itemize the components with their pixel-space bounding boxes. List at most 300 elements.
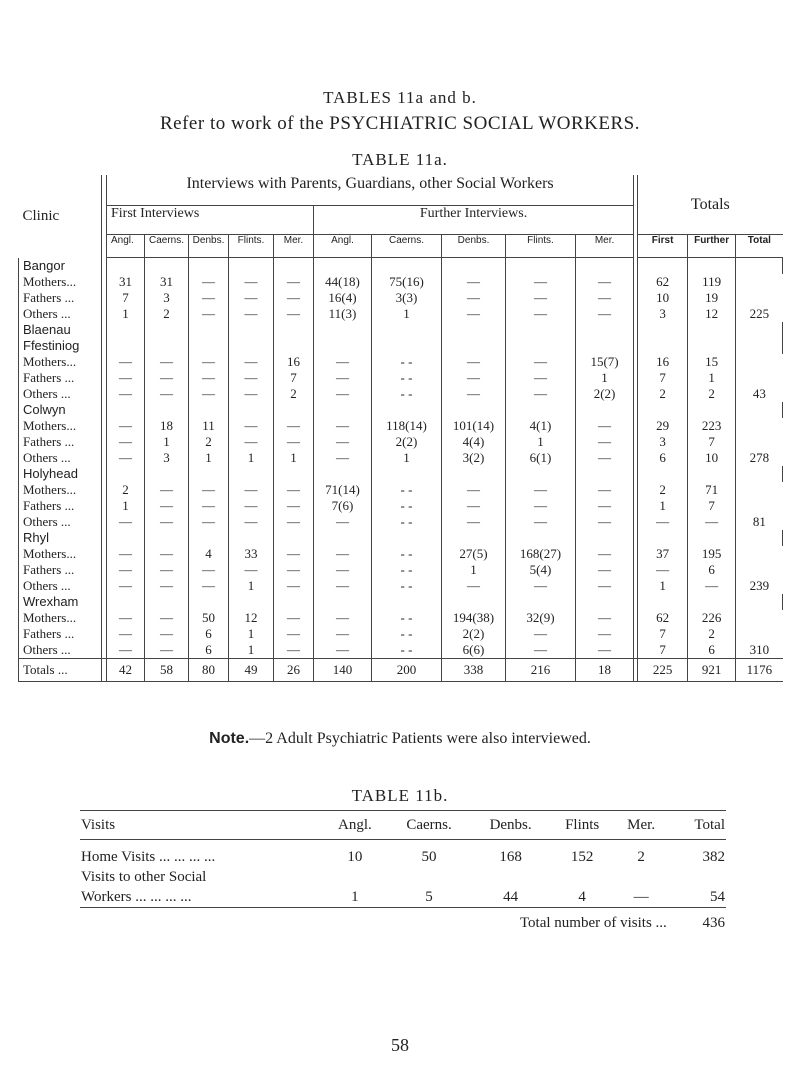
empty-cell <box>576 322 634 338</box>
table-row <box>19 418 783 434</box>
totals-cell: 921 <box>688 658 736 681</box>
table-cell: 32(9) <box>506 610 576 626</box>
table-row <box>19 642 783 659</box>
table-cell: 11(3) <box>314 306 372 322</box>
table-cell: — <box>145 514 189 530</box>
table-cell: — <box>145 578 189 594</box>
table-cell: — <box>314 434 372 450</box>
clinic-name-row <box>19 402 783 418</box>
table-cell: — <box>189 386 229 402</box>
empty-cell <box>229 322 274 338</box>
table-cell: 118(14) <box>372 418 442 434</box>
table-cell: — <box>506 498 576 514</box>
totals-col-header: Further <box>688 235 736 258</box>
table-cell: - - <box>372 626 442 642</box>
table-cell: - - <box>372 514 442 530</box>
clinic-total: 310 <box>736 642 783 659</box>
empty-cell <box>229 594 274 610</box>
table-cell: — <box>274 306 314 322</box>
empty-cell <box>442 402 506 418</box>
table-cell: — <box>506 274 576 290</box>
table-cell: 44(18) <box>314 274 372 290</box>
table-cell: 16 <box>274 354 314 370</box>
table-cell: — <box>314 418 372 434</box>
table-row <box>19 562 783 578</box>
table-row <box>19 498 783 514</box>
empty-cell <box>145 594 189 610</box>
table-cell: — <box>107 514 145 530</box>
empty-cell <box>736 610 783 626</box>
clinic-name-row <box>19 530 783 546</box>
row-label: Others ... <box>19 450 102 466</box>
table-cell: — <box>314 578 372 594</box>
table-cell: — <box>576 274 634 290</box>
table-cell: — <box>442 274 506 290</box>
table-cell: - - <box>372 354 442 370</box>
empty-cell <box>688 338 736 354</box>
table-cell: 19 <box>688 290 736 306</box>
further-col-header: Mer. <box>576 235 634 258</box>
empty-cell <box>736 370 783 386</box>
clinic-header: Clinic <box>22 207 60 224</box>
totals-header: Totals <box>638 175 783 235</box>
table-cell: 1 <box>372 450 442 466</box>
totals-cell: 200 <box>372 658 442 681</box>
table-cell: — <box>145 482 189 498</box>
table-cell: 1 <box>506 434 576 450</box>
visits-cell: 5 <box>425 888 433 905</box>
table-cell: 62 <box>638 610 688 626</box>
table-cell: — <box>314 626 372 642</box>
table-cell: — <box>274 274 314 290</box>
empty-cell <box>506 322 576 338</box>
table-cell: — <box>189 514 229 530</box>
table-cell: - - <box>372 498 442 514</box>
table-cell: — <box>274 498 314 514</box>
empty-cell <box>736 546 783 562</box>
empty-cell <box>736 482 783 498</box>
table-cell: — <box>229 498 274 514</box>
table-cell: 2(2) <box>372 434 442 450</box>
subheading: Refer to work of the PSYCHIATRIC SOCIAL WORKERS. <box>160 113 640 134</box>
table-cell: 1 <box>638 578 688 594</box>
table-row <box>19 514 783 530</box>
first-col-header: Angl. <box>107 235 145 258</box>
table-cell: 1 <box>189 450 229 466</box>
empty-cell <box>372 530 442 546</box>
first-col-header: Denbs. <box>189 235 229 258</box>
table-cell: — <box>576 498 634 514</box>
empty-cell <box>314 322 372 338</box>
table-cell: 4(4) <box>442 434 506 450</box>
empty-cell <box>506 466 576 482</box>
empty-cell <box>107 338 145 354</box>
table-cell: 2 <box>145 306 189 322</box>
table-cell: — <box>442 498 506 514</box>
empty-cell <box>314 338 372 354</box>
table-cell: 4(1) <box>506 418 576 434</box>
empty-cell <box>274 594 314 610</box>
table-cell: 10 <box>688 450 736 466</box>
table-cell: 15 <box>688 354 736 370</box>
totals-cell: 140 <box>314 658 372 681</box>
table-cell: 31 <box>107 274 145 290</box>
table-cell: 6 <box>688 642 736 659</box>
table-cell: — <box>506 370 576 386</box>
visits-cell: 2 <box>637 848 645 865</box>
empty-cell <box>506 402 576 418</box>
table-cell: — <box>576 434 634 450</box>
table-cell: - - <box>372 482 442 498</box>
table-row <box>19 626 783 642</box>
table-cell: — <box>274 418 314 434</box>
table-cell: — <box>274 514 314 530</box>
clinic-name-row <box>19 322 783 338</box>
table-cell: — <box>314 354 372 370</box>
empty-cell <box>638 466 688 482</box>
table-cell: — <box>442 290 506 306</box>
table-cell: — <box>107 450 145 466</box>
empty-cell <box>314 402 372 418</box>
table-cell: 7 <box>274 370 314 386</box>
empty-cell <box>736 258 783 274</box>
table-row <box>19 274 783 290</box>
table-row <box>19 354 783 370</box>
table-cell: — <box>145 642 189 659</box>
visits-col-header: Caerns. <box>387 811 472 840</box>
note-text: —2 Adult Psychiatric Patients were also interviewed. <box>249 730 591 747</box>
table-cell: — <box>638 562 688 578</box>
table-cell: 3(2) <box>442 450 506 466</box>
visits-cell: — <box>633 888 649 905</box>
empty-cell <box>506 338 576 354</box>
table-cell: 50 <box>189 610 229 626</box>
table-cell: 16(4) <box>314 290 372 306</box>
table-cell: — <box>229 290 274 306</box>
first-interviews-header: First Interviews <box>107 206 314 235</box>
table-cell: 7 <box>638 370 688 386</box>
empty-cell <box>229 402 274 418</box>
table-cell: — <box>688 514 736 530</box>
table-cell: 2 <box>189 434 229 450</box>
empty-cell <box>688 402 736 418</box>
table-cell: — <box>189 562 229 578</box>
empty-cell <box>442 594 506 610</box>
table-cell: 11 <box>189 418 229 434</box>
table-cell: 7 <box>638 626 688 642</box>
table-cell: 6 <box>189 626 229 642</box>
table-row <box>19 434 783 450</box>
table-cell: 7 <box>638 642 688 659</box>
visits-label: Visits to other Social <box>81 868 207 885</box>
clinic-name: Colwyn <box>19 402 102 418</box>
table-cell: 2 <box>638 386 688 402</box>
empty-cell <box>576 530 634 546</box>
empty-cell <box>274 466 314 482</box>
table-cell: 226 <box>688 610 736 626</box>
table-cell: — <box>442 482 506 498</box>
totals-cell: 42 <box>107 658 145 681</box>
empty-cell <box>736 354 783 370</box>
visits-row <box>80 840 726 868</box>
empty-cell <box>274 402 314 418</box>
table-cell: — <box>107 610 145 626</box>
table-cell: 71 <box>688 482 736 498</box>
table-cell: — <box>189 290 229 306</box>
table-row <box>19 370 783 386</box>
empty-cell <box>688 594 736 610</box>
clinic-name-row <box>19 466 783 482</box>
table-cell: — <box>506 482 576 498</box>
empty-cell <box>576 338 634 354</box>
table-cell: — <box>576 290 634 306</box>
visits-cell: 1 <box>351 888 359 905</box>
visits-total-label: Total number of visits ... <box>80 908 668 934</box>
table-cell: — <box>145 498 189 514</box>
visits-col-header: Total <box>668 811 726 840</box>
table-cell: — <box>274 562 314 578</box>
table-cell: — <box>314 546 372 562</box>
table-cell: — <box>229 370 274 386</box>
table-cell: — <box>638 514 688 530</box>
table-cell: — <box>274 578 314 594</box>
empty-cell <box>189 466 229 482</box>
empty-cell <box>638 594 688 610</box>
table-b-title: TABLE 11b. <box>351 786 449 805</box>
clinic-total: 239 <box>736 578 783 594</box>
clinic-name: Wrexham <box>19 594 102 610</box>
table-cell: 75(16) <box>372 274 442 290</box>
empty-cell <box>736 434 783 450</box>
empty-cell <box>736 274 783 290</box>
table-cell: — <box>107 434 145 450</box>
table-cell: — <box>576 626 634 642</box>
table-cell: — <box>145 386 189 402</box>
empty-cell <box>372 402 442 418</box>
table-cell: — <box>274 482 314 498</box>
table-cell: — <box>442 306 506 322</box>
clinic-total: 81 <box>736 514 783 530</box>
table-cell: 195 <box>688 546 736 562</box>
table-11b <box>80 810 726 933</box>
further-col-header: Flints. <box>506 235 576 258</box>
table-cell: — <box>229 562 274 578</box>
table-cell: — <box>107 418 145 434</box>
table-cell: — <box>442 386 506 402</box>
visits-total-row <box>80 908 726 934</box>
row-label: Fathers ... <box>19 626 102 642</box>
table-cell: - - <box>372 546 442 562</box>
table-cell: 7(6) <box>314 498 372 514</box>
table-cell: 6(6) <box>442 642 506 659</box>
empty-cell <box>506 594 576 610</box>
empty-cell <box>688 466 736 482</box>
empty-cell <box>107 402 145 418</box>
clinic-name-row <box>19 258 783 274</box>
table-cell: 3 <box>145 450 189 466</box>
visits-col-header: Denbs. <box>471 811 550 840</box>
table-cell: — <box>145 370 189 386</box>
table-cell: - - <box>372 370 442 386</box>
table-cell: 6 <box>638 450 688 466</box>
table-row <box>19 546 783 562</box>
table-cell: 7 <box>107 290 145 306</box>
table-cell: — <box>189 274 229 290</box>
table-cell: — <box>506 642 576 659</box>
visits-col-header: Visits <box>80 811 323 840</box>
table-row <box>19 610 783 626</box>
clinic-name: Ffestiniog <box>19 338 102 354</box>
empty-cell <box>314 466 372 482</box>
empty-cell <box>576 466 634 482</box>
totals-cell: 49 <box>229 658 274 681</box>
table-cell: - - <box>372 562 442 578</box>
table-row <box>19 482 783 498</box>
row-label: Mothers... <box>19 482 102 498</box>
empty-cell <box>229 258 274 274</box>
empty-cell <box>107 594 145 610</box>
empty-cell <box>372 594 442 610</box>
table-cell: — <box>442 514 506 530</box>
table-cell: 16 <box>638 354 688 370</box>
visits-col-header: Flints <box>550 811 615 840</box>
empty-cell <box>274 258 314 274</box>
table-cell: — <box>107 642 145 659</box>
table-cell: — <box>506 626 576 642</box>
table-cell: 15(7) <box>576 354 634 370</box>
clinic-total: 278 <box>736 450 783 466</box>
empty-cell <box>229 530 274 546</box>
table-cell: 5(4) <box>506 562 576 578</box>
row-label: Fathers ... <box>19 434 102 450</box>
clinic-total: 225 <box>736 306 783 322</box>
table-cell: — <box>506 354 576 370</box>
heading: TABLES 11a and b. <box>323 88 477 107</box>
table-cell: 33 <box>229 546 274 562</box>
visits-cell: 382 <box>702 848 725 865</box>
table-cell: — <box>189 306 229 322</box>
table-cell: 18 <box>145 418 189 434</box>
empty-cell <box>688 258 736 274</box>
table-cell: 101(14) <box>442 418 506 434</box>
table-cell: 3 <box>638 306 688 322</box>
table-cell: — <box>576 610 634 626</box>
table-cell: 2(2) <box>576 386 634 402</box>
empty-cell <box>145 338 189 354</box>
table-cell: — <box>229 434 274 450</box>
table-cell: 4 <box>189 546 229 562</box>
totals-cell: 225 <box>638 658 688 681</box>
empty-cell <box>323 867 387 887</box>
empty-cell <box>189 258 229 274</box>
table-cell: — <box>576 546 634 562</box>
empty-cell <box>471 867 550 887</box>
table-cell: 10 <box>638 290 688 306</box>
interviews-header: Interviews with Parents, Guardians, other Social Workers <box>107 175 634 206</box>
table-cell: 1 <box>372 306 442 322</box>
table-cell: — <box>576 562 634 578</box>
visits-total-value: 436 <box>668 908 726 934</box>
row-label: Others ... <box>19 386 102 402</box>
table-cell: 3 <box>638 434 688 450</box>
empty-cell <box>638 530 688 546</box>
clinic-name: Bangor <box>19 258 102 274</box>
row-label: Mothers... <box>19 354 102 370</box>
empty-cell <box>314 594 372 610</box>
row-label: Others ... <box>19 306 102 322</box>
table-cell: — <box>314 562 372 578</box>
table-cell: — <box>442 354 506 370</box>
empty-cell <box>668 867 726 887</box>
empty-cell <box>736 466 783 482</box>
table-cell: - - <box>372 386 442 402</box>
empty-cell <box>107 466 145 482</box>
further-col-header: Angl. <box>314 235 372 258</box>
visits-label: Workers ... ... ... ... <box>81 888 192 905</box>
empty-cell <box>736 626 783 642</box>
table-row <box>19 290 783 306</box>
empty-cell <box>274 338 314 354</box>
table-cell: — <box>189 498 229 514</box>
totals-col-header: Total <box>736 235 783 258</box>
table-cell: — <box>576 418 634 434</box>
empty-cell <box>107 258 145 274</box>
table-cell: — <box>189 370 229 386</box>
row-label: Fathers ... <box>19 562 102 578</box>
table-cell: 1 <box>442 562 506 578</box>
further-col-header: Denbs. <box>442 235 506 258</box>
visits-col-header: Mer. <box>614 811 667 840</box>
table-cell: 119 <box>688 274 736 290</box>
empty-cell <box>107 322 145 338</box>
table-cell: — <box>506 306 576 322</box>
clinic-name-row <box>19 594 783 610</box>
visits-cell: 50 <box>421 848 437 865</box>
table-cell: 1 <box>638 498 688 514</box>
empty-cell <box>736 290 783 306</box>
table-cell: - - <box>372 578 442 594</box>
table-cell: 194(38) <box>442 610 506 626</box>
empty-cell <box>189 322 229 338</box>
row-label: Mothers... <box>19 274 102 290</box>
table-cell: 1 <box>229 626 274 642</box>
table-cell: 29 <box>638 418 688 434</box>
table-cell: — <box>145 354 189 370</box>
table-cell: 168(27) <box>506 546 576 562</box>
empty-cell <box>736 498 783 514</box>
visits-row <box>80 887 726 908</box>
empty-cell <box>372 322 442 338</box>
table-cell: 1 <box>229 450 274 466</box>
table-cell: — <box>229 354 274 370</box>
empty-cell <box>274 322 314 338</box>
table-cell: 1 <box>274 450 314 466</box>
table-cell: 3(3) <box>372 290 442 306</box>
table-cell: — <box>314 370 372 386</box>
row-label: Others ... <box>19 578 102 594</box>
empty-cell <box>107 530 145 546</box>
table-cell: 1 <box>145 434 189 450</box>
table-cell: - - <box>372 610 442 626</box>
totals-row <box>19 658 783 681</box>
table-cell: — <box>506 578 576 594</box>
table-cell: — <box>576 306 634 322</box>
table-11a <box>18 175 783 682</box>
clinic-total: 43 <box>736 386 783 402</box>
visits-cell: 152 <box>570 848 594 865</box>
totals-cell: 216 <box>506 658 576 681</box>
table-cell: — <box>107 546 145 562</box>
